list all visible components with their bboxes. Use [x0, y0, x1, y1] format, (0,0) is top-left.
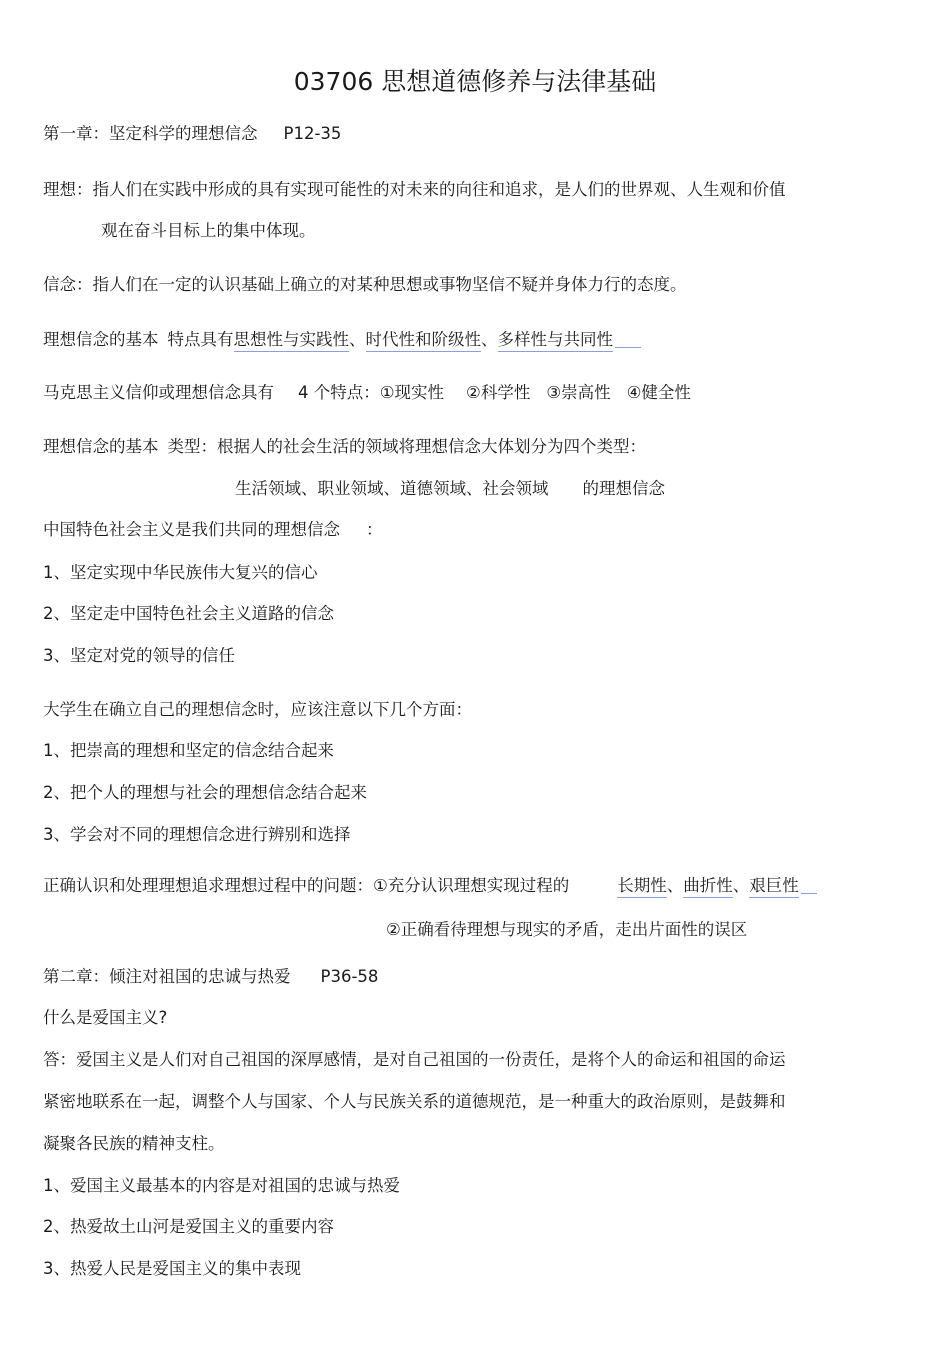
chapter-1-pages: P12-35 — [283, 124, 342, 143]
pursuit-sep-2: 、 — [732, 876, 750, 895]
feature-term-3: 多样性与共同性 — [497, 330, 613, 349]
pursuit-prefix: 正确认识和处理理想追求理想过程中的问题：①充分认识理想实现过程的 — [43, 876, 570, 895]
patriotism-answer-line1: 答：爱国主义是人们对自己祖国的深厚感情，是对自己祖国的一份责任，是将个人的命运和祖国的命运 — [43, 1050, 786, 1069]
pursuit-sep-1: 、 — [666, 876, 684, 895]
marx-feature-3: ③崇高性 — [546, 383, 611, 402]
socialism-colon: ： — [366, 520, 383, 539]
types-domains: 生活领域、职业领域、道德领域、社会领域 — [235, 479, 549, 498]
chapter-2-label: 第二章：倾注对祖国的忠诚与热爱 — [43, 967, 291, 986]
students-heading: 大学生在确立自己的理想信念时，应该注意以下几个方面： — [43, 700, 472, 719]
ideal-definition — [43, 180, 786, 200]
underline-tail — [615, 347, 641, 348]
ideal-text-line2: 观在奋斗目标上的集中体现。 — [101, 221, 316, 240]
types-prefix: 理想信念的基本 — [43, 437, 159, 456]
patriotism-answer-line3: 凝聚各民族的精神支柱。 — [43, 1134, 225, 1153]
pursuit-line-2: ②正确看待理想与现实的矛盾，走出片面性的误区 — [386, 920, 748, 939]
chapter-2-heading — [43, 967, 378, 987]
chapter-1-heading — [43, 124, 341, 144]
chapter-2-pages: P36-58 — [320, 967, 379, 986]
marx-count: 4 个特点：①现实性 — [298, 383, 445, 402]
types-suffix: 的理想信念 — [582, 479, 665, 498]
list-item: 1、坚定实现中华民族伟大复兴的信心 — [43, 563, 318, 582]
feature-term-1: 思想性与实践性 — [233, 330, 349, 349]
patriotism-question: 什么是爱国主义? — [43, 1008, 168, 1027]
ideal-term: 理想： — [43, 180, 93, 199]
feature-sep-1: 、 — [349, 330, 366, 349]
types-domains-line — [235, 479, 665, 499]
document-title: 03706 思想道德修养与法律基础 — [293, 67, 657, 96]
feature-term-2: 时代性和阶级性 — [365, 330, 481, 349]
socialism-heading — [43, 520, 383, 540]
features-prefix: 理想信念的基本 — [43, 330, 159, 349]
list-item: 1、把崇高的理想和坚定的信念结合起来 — [43, 741, 334, 760]
features-lead: 特点具有 — [167, 330, 234, 349]
underline-tail — [801, 893, 817, 894]
list-item: 3、热爱人民是爱国主义的集中表现 — [43, 1259, 301, 1278]
marx-feature-2: ②科学性 — [466, 383, 531, 402]
patriotism-answer-line2: 紧密地联系在一起，调整个人与国家、个人与民族关系的道德规范，是一种重大的政治原则，是鼓舞和 — [43, 1092, 786, 1111]
marxism-features — [43, 383, 691, 403]
pursuit-term-2: 曲折性 — [683, 876, 733, 895]
pursuit-term-3: 艰巨性 — [749, 876, 799, 895]
ideal-text-line1: 指人们在实践中形成的具有实现可能性的对未来的向往和追求，是人们的世界观、人生观和价值 — [92, 180, 786, 199]
pursuit-term-1: 长期性 — [617, 876, 667, 895]
pursuit-line — [43, 876, 817, 896]
list-item: 2、热爱故土山河是爱国主义的重要内容 — [43, 1217, 334, 1236]
list-item: 3、学会对不同的理想信念进行辨别和选择 — [43, 825, 351, 844]
feature-sep-2: 、 — [481, 330, 498, 349]
marx-prefix: 马克思主义信仰或理想信念具有 — [43, 383, 274, 402]
ideal-belief-features — [43, 330, 641, 350]
marx-feature-4: ④健全性 — [626, 383, 691, 402]
socialism-head: 中国特色社会主义是我们共同的理想信念 — [43, 520, 340, 539]
ideal-belief-types — [43, 437, 646, 457]
list-item: 2、坚定走中国特色社会主义道路的信念 — [43, 604, 334, 623]
belief-text: 指人们在一定的认识基础上确立的对某种思想或事物坚信不疑并身体力行的态度。 — [92, 275, 687, 294]
list-item: 3、坚定对党的领导的信任 — [43, 646, 235, 665]
types-text: 类型：根据人的社会生活的领域将理想信念大体划分为四个类型： — [167, 437, 646, 456]
belief-term: 信念： — [43, 275, 93, 294]
belief-definition — [43, 275, 687, 295]
chapter-1-label: 第一章：坚定科学的理想信念 — [43, 124, 258, 143]
list-item: 2、把个人的理想与社会的理想信念结合起来 — [43, 783, 367, 802]
list-item: 1、爱国主义最基本的内容是对祖国的忠诚与热爱 — [43, 1176, 400, 1195]
